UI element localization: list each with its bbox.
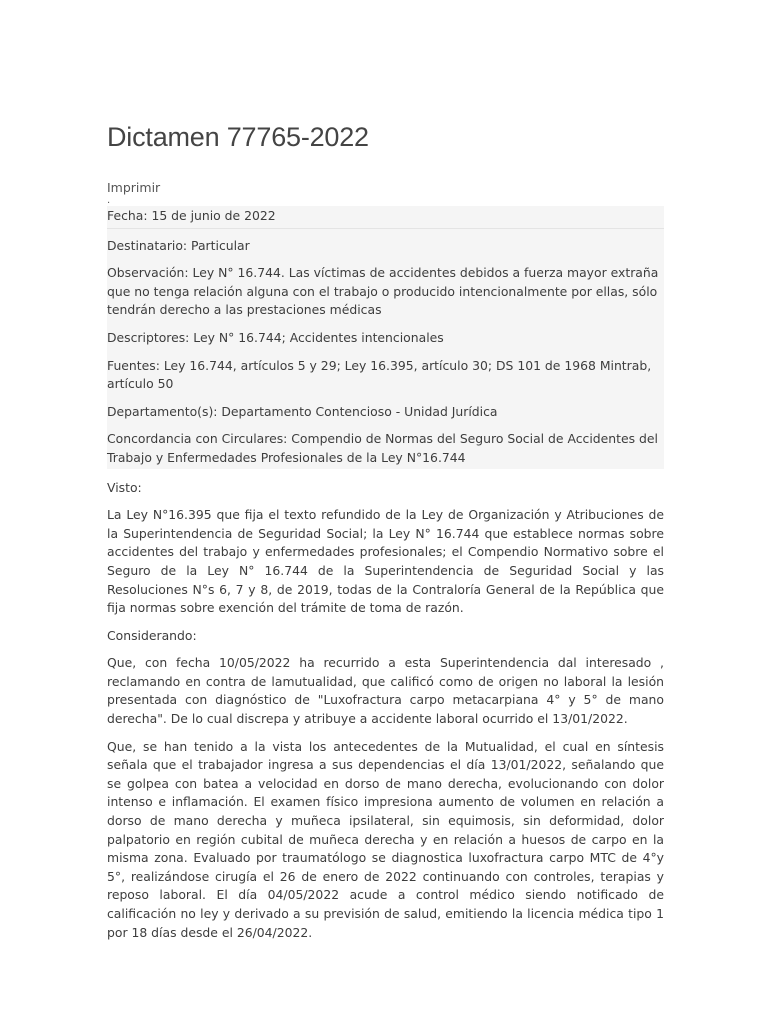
sources-text: Fuentes: Ley 16.744, artículos 5 y 29; Ley 16.395, artículo 30; DS 101 de 1968 Mintrab, artículo 50 [107,357,652,392]
visto-paragraph: La Ley N°16.395 que fija el texto refundido de la Ley de Organización y Atribuciones de la Superintendencia de Seguridad Social; la Ley N° 16.744 que establece normas sobre accidentes del trabajo y enfermedades profesionales; el Compendio Normativo sobre el Seguro de la Ley N° 16.744 de la Superintendencia de Seguridad Social y las Resoluciones N°s 6, 7 y 8, de 2019, todas de la Contraloría General de la República que fija normas sobre exención del trámite de toma de razón. [107,507,664,616]
descriptors-text: Descriptores: Ley N° 16.744; Accidentes intencionales [107,329,444,345]
visto-heading: Visto: [107,479,142,495]
document-container [107,119,664,951]
considerando-paragraph-2: Que, se han tenido a la vista los antecedentes de la Mutualidad, el cual en síntesis señala que el trabajador ingresa a sus dependencias el día 13/01/2022, señalando que se golpea con batea a velocidad en dorso de mano derecha, evolucionando con dolor intenso e inflamación. El examen físico impresiona aumento de volumen en relación a dorso de mano derecha y muñeca ipsilateral, sin equimosis, sin deformidad, dolor palpatorio en región cubital de muñeca derecha y en relación a huesos de carpo en la misma zona. Evaluado por traumatólogo se diagnostica luxofractura carpo MTC de 4°y 5°, realizándose cirugía el 26 de enero de 2022 continuando con controles, terapias y reposo laboral. El día 04/05/2022 acude a control médico siendo notificado de calificación no ley y derivado a su previsión de salud, emitiendo la licencia médica tipo 1 por 18 días desde el 26/04/2022. [107,738,664,940]
separator-dot: . [107,195,111,206]
print-link[interactable]: Imprimir [107,180,161,195]
observation-text: Observación: Ley N° 16.744. Las víctimas de accidentes debidos a fuerza mayor extraña que no tenga relación alguna con el trabajo o producido intencionalmente por ellas, sólo tendrán derecho a las prestaciones médicas [107,265,659,318]
concordance-text: Concordancia con Circulares: Compendio de Normas del Seguro Social de Accidentes del Trabajo y Enfermedades Profesionales de la Ley N°16.744 [107,431,658,465]
metadata-panel [107,206,664,469]
considerando-heading: Considerando: [107,627,197,643]
department-text: Departamento(s): Departamento Contencioso - Unidad Jurídica [107,403,498,419]
metadata-details [107,237,664,469]
date-text: Fecha: 15 de junio de 2022 [107,208,276,223]
date-row [107,206,664,229]
document-body [107,479,664,943]
recipient-text: Destinatario: Particular [107,237,250,253]
page-title: Dictamen 77765-2022 [107,122,369,152]
considerando-paragraph-1: Que, con fecha 10/05/2022 ha recurrido a esta Superintendencia dal interesado , reclamando en contra de lamutualidad, que calificó como de origen no laboral la lesión presentada con diagnóstico de "Luxofractura carpo metacarpiana 4° y 5° de mano derecha". De lo cual discrepa y atribuye a accidente laboral ocurrido el 13/01/2022. [107,655,664,727]
